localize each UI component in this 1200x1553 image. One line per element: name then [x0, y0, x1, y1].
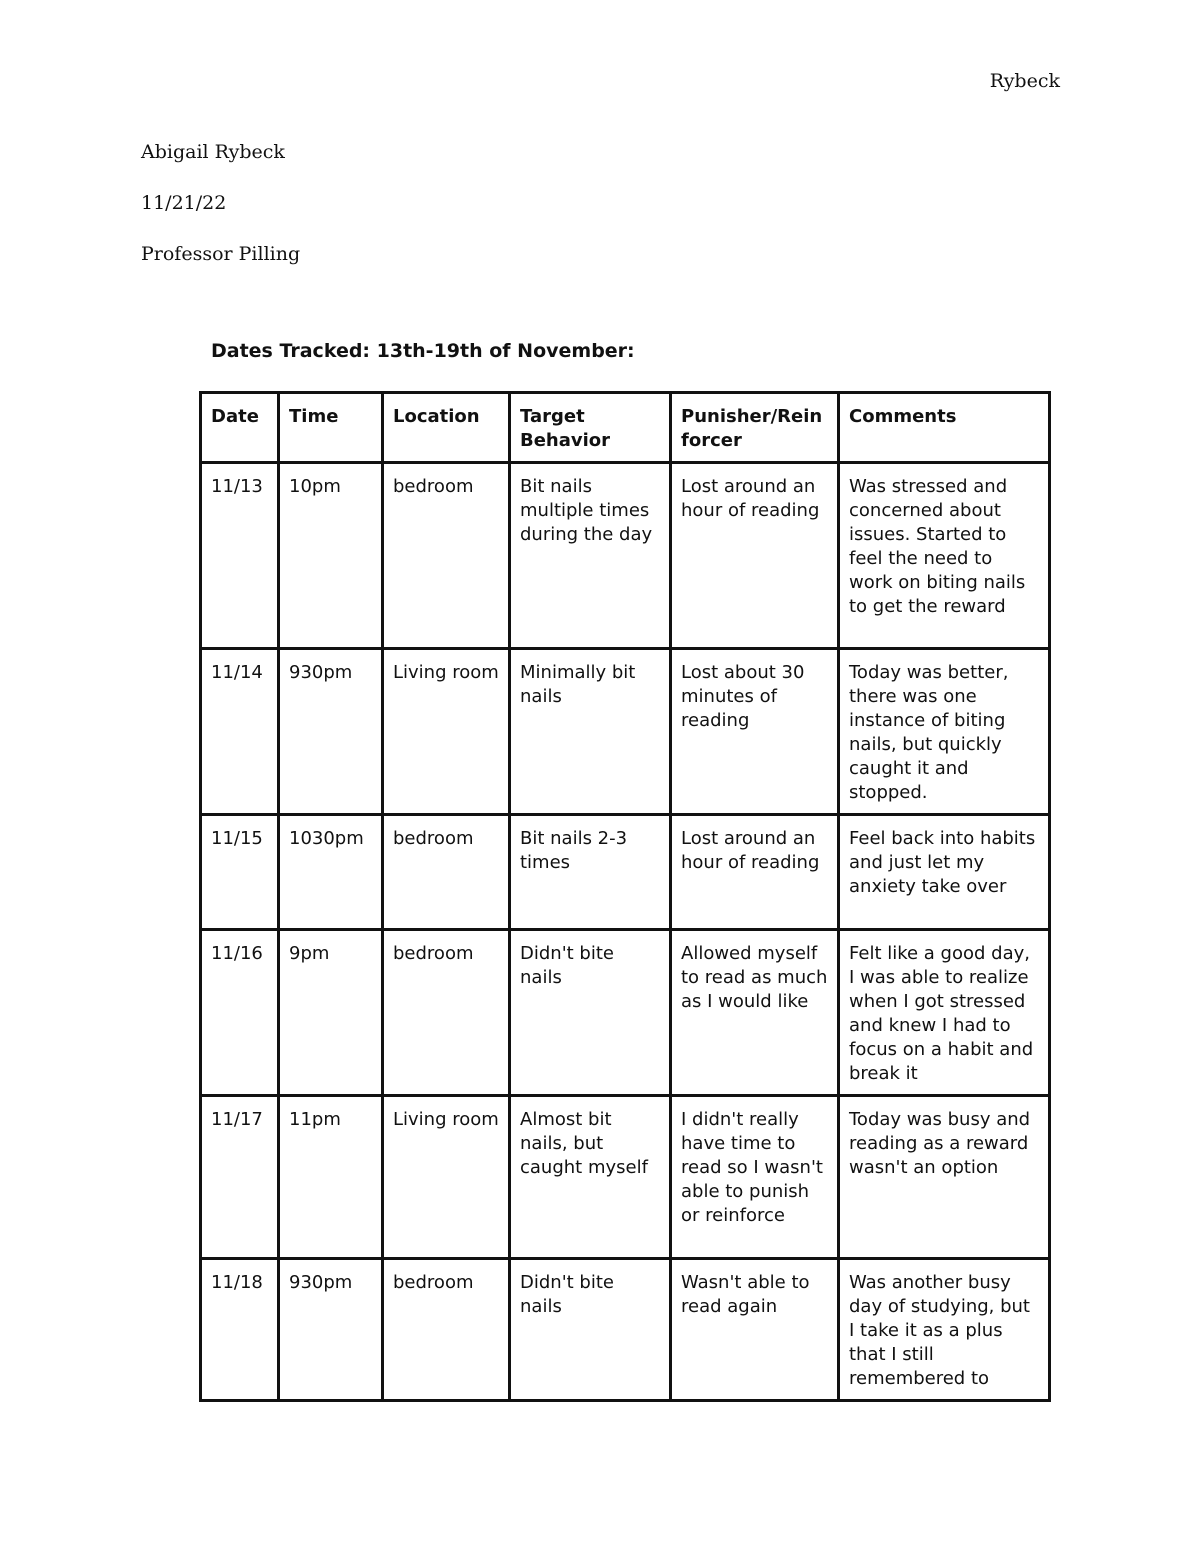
cell-comments: Felt like a good day, I was able to realize when I got stressed and knew I had to focus on a habit and break it — [839, 930, 1050, 1096]
cell-comments: Was stressed and concerned about issues. Started to feel the need to work on biting nails to get the reward — [839, 463, 1050, 649]
assignment-date: 11/21/22 — [141, 192, 227, 214]
cell-target-behavior: Bit nails 2-3 times — [510, 815, 671, 930]
column-header-comments: Comments — [839, 393, 1050, 463]
cell-location: bedroom — [383, 815, 510, 930]
table-row — [201, 1259, 1050, 1401]
cell-location: bedroom — [383, 930, 510, 1096]
cell-location: Living room — [383, 649, 510, 815]
cell-location: Living room — [383, 1096, 510, 1259]
column-header-location: Location — [383, 393, 510, 463]
cell-punisher-reinforcer: Lost around an hour of reading — [671, 463, 839, 649]
cell-target-behavior: Didn't bite nails — [510, 930, 671, 1096]
column-header-target-behavior: Target Behavior — [510, 393, 671, 463]
cell-time: 930pm — [279, 1259, 383, 1401]
cell-target-behavior: Minimally bit nails — [510, 649, 671, 815]
cell-time: 1030pm — [279, 815, 383, 930]
student-name: Abigail Rybeck — [141, 141, 285, 163]
cell-comments: Today was busy and reading as a reward wasn't an option — [839, 1096, 1050, 1259]
cell-time: 930pm — [279, 649, 383, 815]
professor-name: Professor Pilling — [141, 243, 301, 265]
table-row — [201, 463, 1050, 649]
cell-comments: Feel back into habits and just let my anxiety take over — [839, 815, 1050, 930]
running-head: Rybeck — [989, 70, 1060, 92]
cell-time: 10pm — [279, 463, 383, 649]
cell-comments: Was another busy day of studying, but I take it as a plus that I still remembered to — [839, 1259, 1050, 1401]
cell-location: bedroom — [383, 1259, 510, 1401]
cell-time: 11pm — [279, 1096, 383, 1259]
cell-target-behavior: Didn't bite nails — [510, 1259, 671, 1401]
cell-date: 11/14 — [201, 649, 279, 815]
cell-punisher-reinforcer: Lost around an hour of reading — [671, 815, 839, 930]
cell-location: bedroom — [383, 463, 510, 649]
table-row — [201, 649, 1050, 815]
table-row — [201, 930, 1050, 1096]
cell-punisher-reinforcer: Wasn't able to read again — [671, 1259, 839, 1401]
table-header-row — [201, 393, 1050, 463]
cell-punisher-reinforcer: I didn't really have time to read so I wasn't able to punish or reinforce — [671, 1096, 839, 1259]
cell-date: 11/17 — [201, 1096, 279, 1259]
column-header-punisher-reinforcer: Punisher/Reinforcer — [671, 393, 839, 463]
cell-target-behavior: Bit nails multiple times during the day — [510, 463, 671, 649]
cell-punisher-reinforcer: Allowed myself to read as much as I would like — [671, 930, 839, 1096]
cell-time: 9pm — [279, 930, 383, 1096]
cell-punisher-reinforcer: Lost about 30 minutes of reading — [671, 649, 839, 815]
column-header-date: Date — [201, 393, 279, 463]
cell-date: 11/15 — [201, 815, 279, 930]
table-row — [201, 1096, 1050, 1259]
cell-target-behavior: Almost bit nails, but caught myself — [510, 1096, 671, 1259]
column-header-time: Time — [279, 393, 383, 463]
behavior-tracking-table — [199, 391, 1051, 1402]
table-row — [201, 815, 1050, 930]
table-title: Dates Tracked: 13th-19th of November: — [211, 340, 635, 362]
cell-date: 11/16 — [201, 930, 279, 1096]
cell-date: 11/18 — [201, 1259, 279, 1401]
cell-date: 11/13 — [201, 463, 279, 649]
cell-comments: Today was better, there was one instance of biting nails, but quickly caught it and stopped. — [839, 649, 1050, 815]
